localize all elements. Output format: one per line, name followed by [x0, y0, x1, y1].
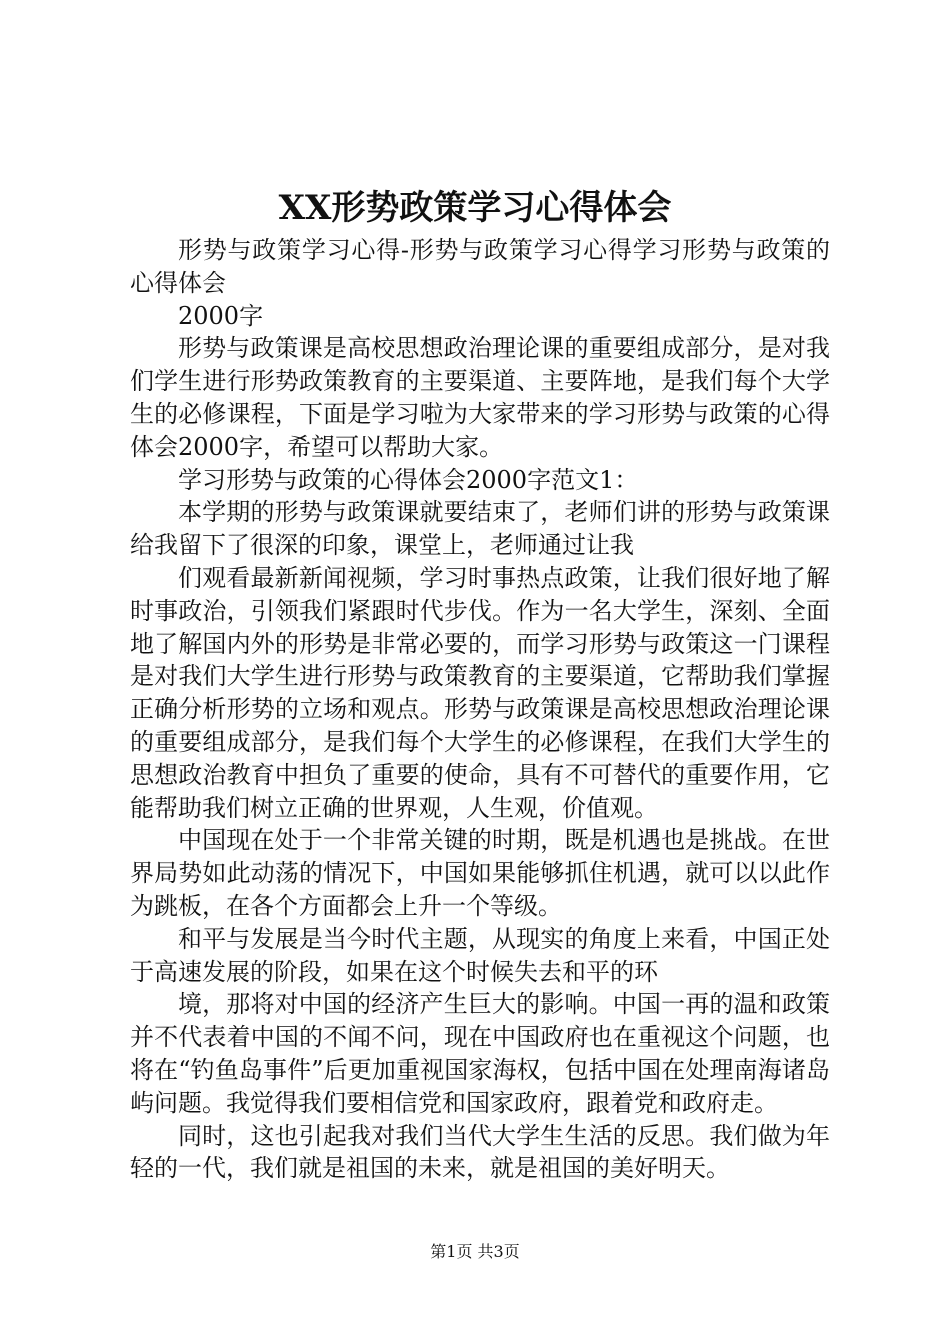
document-body — [130, 234, 830, 1185]
paragraph-8: 和平与发展是当今时代主题，从现实的角度上来看，中国正处于高速发展的阶段，如果在这个时候失去和平的环 — [130, 924, 830, 986]
paragraph-9: 境，那将对中国的经济产生巨大的影响。中国一再的温和政策并不代表着中国的不闻不问，现在中国政府也在重视这个问题，也将在“钓鱼岛事件”后更加重视国家海权，包括中国在处理南海诸岛屿问题。我觉得我们要相信党和国家政府，跟着党和政府走。 — [130, 990, 830, 1117]
page-footer: 第1页 共3页 — [430, 1242, 520, 1261]
paragraph-5: 本学期的形势与政策课就要结束了，老师们讲的形势与政策课给我留下了很深的印象，课堂上，老师通过让我 — [130, 498, 830, 560]
paragraph-10: 同时，这也引起我对我们当代大学生生活的反思。我们做为年轻的一代，我们就是祖国的未来，就是祖国的美好明天。 — [130, 1121, 830, 1183]
paragraph-2: 2000字 — [178, 301, 264, 330]
paragraph-3: 形势与政策课是高校思想政治理论课的重要组成部分，是对我们学生进行形势政策教育的主要渠道、主要阵地，是我们每个大学生的必修课程，下面是学习啦为大家带来的学习形势与政策的心得体会2000字，希望可以帮助大家。 — [130, 334, 830, 461]
paragraph-7: 中国现在处于一个非常关键的时期，既是机遇也是挑战。在世界局势如此动荡的情况下，中国如果能够抓住机遇，就可以以此作为跳板，在各个方面都会上升一个等级。 — [130, 826, 830, 920]
paragraph-1: 形势与政策学习心得-形势与政策学习心得学习形势与政策的心得体会 — [130, 236, 830, 297]
paragraph-4: 学习形势与政策的心得体会2000字范文1： — [178, 465, 639, 494]
document-title: XX形势政策学习心得体会 — [278, 188, 672, 228]
paragraph-6: 们观看最新新闻视频，学习时事热点政策，让我们很好地了解时事政治，引领我们紧跟时代步伐。作为一名大学生，深刻、全面地了解国内外的形势是非常必要的，而学习形势与政策这一门课程是对我们大学生进行形势与政策教育的主要渠道，它帮助我们掌握正确分析形势的立场和观点。形势与政策课是高校思想政治理论课的重要组成部分，是我们每个大学生的必修课程，在我们大学生的思想政治教育中担负了重要的使命，具有不可替代的重要作用，它能帮助我们树立正确的世界观，人生观，价值观。 — [130, 563, 830, 822]
